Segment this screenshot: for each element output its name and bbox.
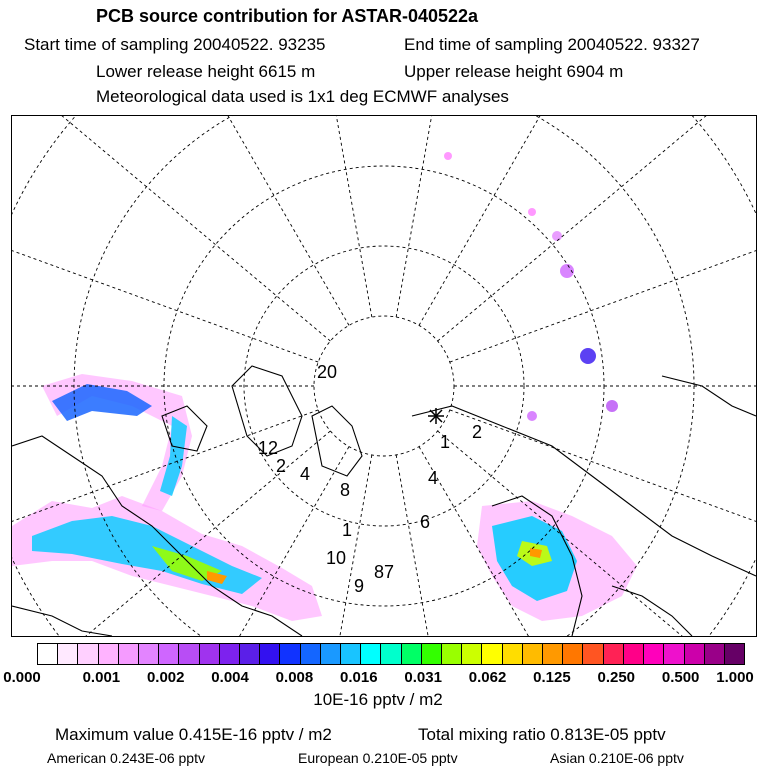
- trajectory-time-label: 10: [326, 548, 347, 568]
- color-scale-tick-label: 1.000: [716, 669, 754, 686]
- color-scale-bar: [37, 643, 745, 665]
- color-scale-segment: [361, 644, 381, 664]
- color-scale-tick-label: 0.002: [146, 669, 185, 686]
- color-scale-segment: [260, 644, 280, 664]
- start-time-label: Start time of sampling 20040522. 93235: [24, 35, 326, 54]
- markers: [428, 408, 444, 424]
- color-scale-segment: [705, 644, 725, 664]
- plume-blob: [606, 400, 618, 412]
- european-contribution: European 0.210E-05 pptv: [298, 750, 458, 766]
- trajectory-time-label: 12: [258, 438, 279, 458]
- meridian-line: [396, 116, 540, 317]
- color-scale-tick-label: 0.016: [340, 669, 378, 686]
- plume-blob: [528, 208, 536, 216]
- color-scale-segment: [503, 644, 523, 664]
- plume-blob: [552, 231, 562, 241]
- color-scale-segment: [179, 644, 199, 664]
- trajectory-time-label: 2: [276, 456, 287, 476]
- coastline-europe: [312, 406, 362, 476]
- meteorological-data-note: Meteorological data used is 1x1 deg ECMWF analyses: [96, 87, 509, 106]
- coastline-arabian: [612, 586, 692, 636]
- color-scale-tick-label: 0.001: [82, 669, 121, 686]
- color-scale-segment: [139, 644, 159, 664]
- color-scale-segment: [422, 644, 442, 664]
- color-scale-segment: [99, 644, 119, 664]
- meridian-line: [228, 116, 372, 317]
- color-scale-segment: [78, 644, 98, 664]
- end-time-label: End time of sampling 20040522. 93327: [404, 35, 700, 54]
- color-scale-segment: [583, 644, 603, 664]
- plume-blob: [444, 152, 452, 160]
- time-labels: [258, 362, 482, 596]
- color-scale-segment: [563, 644, 583, 664]
- meridian-line: [450, 116, 756, 362]
- color-scale-segment: [38, 644, 58, 664]
- color-scale-tick-label: 0.500: [661, 669, 700, 686]
- color-scale-segment: [280, 644, 300, 664]
- color-scale-segment: [685, 644, 705, 664]
- plume-blob: [527, 411, 537, 421]
- trajectory-time-label: 9: [354, 576, 365, 596]
- trajectory-time-label: 8: [340, 480, 351, 500]
- color-scale-segment: [341, 644, 361, 664]
- map-canvas: [12, 116, 756, 636]
- color-scale-segment: [58, 644, 78, 664]
- color-scale-segment: [321, 644, 341, 664]
- color-scale-segment: [624, 644, 644, 664]
- color-scale-tick-label: 0.031: [404, 669, 442, 686]
- color-scale-segment: [240, 644, 260, 664]
- color-scale-segment: [381, 644, 401, 664]
- trajectory-time-label: 1: [342, 520, 353, 540]
- color-scale-segment: [402, 644, 422, 664]
- polar-map: [11, 115, 757, 637]
- color-scale-segment: [604, 644, 624, 664]
- scale-unit-label: 10E-16 pptv / m2: [313, 690, 443, 709]
- color-scale-segment: [725, 644, 744, 664]
- map-title: PCB source contribution for ASTAR-040522a: [96, 6, 479, 26]
- color-scale-segment: [644, 644, 664, 664]
- upper-release-height: Upper release height 6904 m: [404, 62, 624, 81]
- meridian-line: [12, 116, 330, 341]
- color-scale-tick-label: 0.062: [468, 669, 507, 686]
- meridian-line: [12, 116, 318, 362]
- latitude-circle: [244, 246, 524, 526]
- total-mixing-ratio-label: Total mixing ratio 0.813E-05 pptv: [418, 725, 666, 744]
- meridian-line: [438, 116, 756, 341]
- release-marker-asterisk: [428, 408, 444, 424]
- color-scale-segment: [159, 644, 179, 664]
- concentration-plumes: [12, 152, 637, 621]
- color-scale-segment: [442, 644, 462, 664]
- color-scale-segment: [301, 644, 321, 664]
- color-scale-tick-label: 0.000: [3, 669, 41, 686]
- trajectory-time-label: 87: [374, 562, 395, 582]
- color-scale-segment: [462, 644, 482, 664]
- color-scale-segment: [200, 644, 220, 664]
- trajectory-time-label: 4: [300, 464, 311, 484]
- trajectory-time-label: 1: [440, 432, 451, 452]
- coastline-southern-edge: [12, 606, 112, 636]
- latitude-circle: [314, 316, 454, 456]
- color-scale-segment: [119, 644, 139, 664]
- color-scale-tick-label: 0.008: [275, 669, 314, 686]
- trajectory-time-label: 2: [472, 422, 483, 442]
- meridian-line: [419, 116, 756, 325]
- trajectory-time-label: 4: [428, 468, 439, 488]
- meridian-line: [12, 116, 349, 325]
- american-contribution: American 0.243E-06 pptv: [47, 750, 205, 766]
- trajectory-time-label: 6: [420, 512, 431, 532]
- trajectory-time-label: 20: [317, 362, 338, 382]
- lower-release-height: Lower release height 6615 m: [96, 62, 316, 81]
- color-scale-segment: [664, 644, 684, 664]
- color-scale-tick-label: 0.125: [533, 669, 571, 686]
- color-scale-tick-label: 0.250: [597, 669, 636, 686]
- color-scale-segment: [220, 644, 240, 664]
- color-scale-segment: [543, 644, 563, 664]
- color-scale-segment: [523, 644, 543, 664]
- plume-arm-segment: [160, 416, 187, 496]
- color-scale-segment: [482, 644, 502, 664]
- maximum-value-label: Maximum value 0.415E-16 pptv / m2: [55, 725, 332, 744]
- coastline-africa-edge: [662, 376, 756, 416]
- asian-contribution: Asian 0.210E-06 pptv: [550, 750, 684, 766]
- plume-blob: [580, 348, 596, 364]
- color-scale-tick-label: 0.004: [211, 669, 249, 686]
